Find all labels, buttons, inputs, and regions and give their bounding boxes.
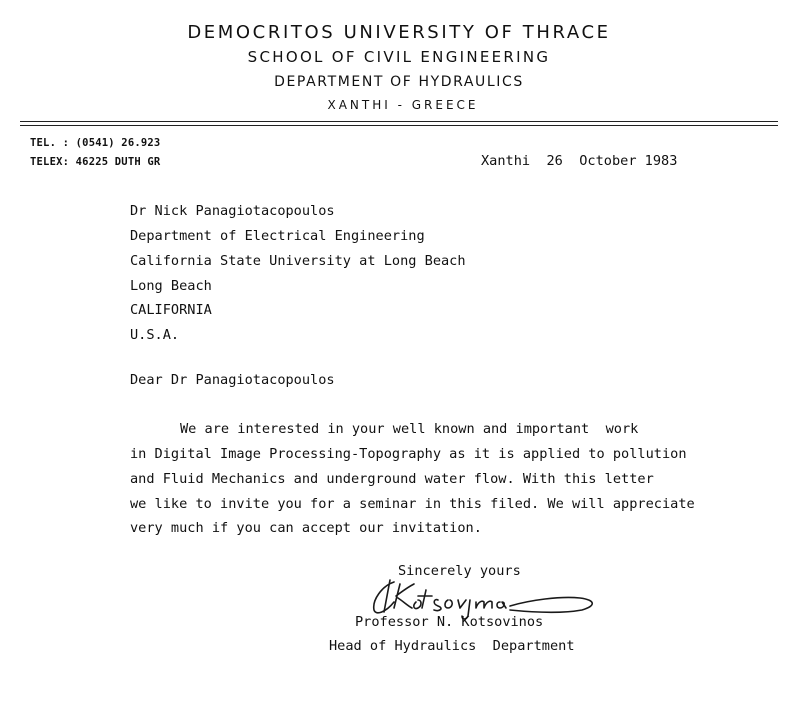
signer-title: Head of Hydraulics Department xyxy=(329,638,575,654)
address-line: Long Beach xyxy=(130,278,212,294)
salutation: Dear Dr Panagiotacopoulos xyxy=(130,372,335,388)
body-line: we like to invite you for a seminar in this filed. We will appreciate xyxy=(130,496,695,512)
body-line: We are interested in your well known and important work xyxy=(180,421,639,437)
department-name: DEPARTMENT OF HYDRAULICS xyxy=(274,74,524,90)
address-line: Department of Electrical Engineering xyxy=(130,228,425,244)
body-line: very much if you can accept our invitation. xyxy=(130,520,482,536)
address-line: California State University at Long Beach xyxy=(130,253,466,269)
school-name: SCHOOL OF CIVIL ENGINEERING xyxy=(247,48,551,66)
header-rule-bottom xyxy=(20,125,778,126)
header-rule-top xyxy=(20,121,778,122)
signer-name: Professor N. Kotsovinos xyxy=(355,614,544,630)
body-line: in Digital Image Processing-Topography as it is applied to pollution xyxy=(130,446,687,462)
address-line: Dr Nick Panagiotacopoulos xyxy=(130,203,335,219)
closing: Sincerely yours xyxy=(398,563,521,579)
telephone: TEL. : (0541) 26.923 xyxy=(30,137,161,149)
letter-date: Xanthi 26 October 1983 xyxy=(481,153,678,169)
university-name: DEMOCRITOS UNIVERSITY OF THRACE xyxy=(187,22,611,43)
address-line: CALIFORNIA xyxy=(130,302,212,318)
body-line: and Fluid Mechanics and underground water flow. With this letter xyxy=(130,471,654,487)
address-line: U.S.A. xyxy=(130,327,180,343)
telex: TELEX: 46225 DUTH GR xyxy=(30,156,161,168)
location: XANTHI - GREECE xyxy=(327,98,479,112)
